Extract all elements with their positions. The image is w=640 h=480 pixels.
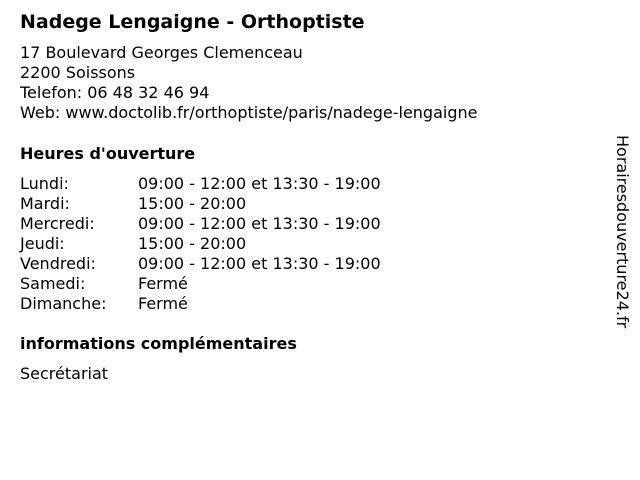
address-block (20, 43, 477, 123)
day-label: Samedi: (20, 274, 86, 293)
hours-value: 09:00 - 12:00 et 13:30 - 19:00 (138, 214, 381, 233)
opening-hours-heading: Heures d'ouverture (20, 144, 196, 163)
day-label: Dimanche: (20, 294, 107, 313)
additional-info-text: Secrétariat (20, 364, 109, 383)
additional-info-heading: informations complémentaires (20, 334, 297, 353)
day-label: Mardi: (20, 194, 70, 213)
hours-value: 09:00 - 12:00 et 13:30 - 19:00 (138, 174, 381, 193)
street-address: 17 Boulevard Georges Clemenceau (20, 43, 303, 62)
hours-value: 09:00 - 12:00 et 13:30 - 19:00 (138, 254, 381, 273)
site-watermark: Horairesdouverture24.fr (613, 135, 632, 329)
page-title: Nadege Lengaigne - Orthoptiste (20, 11, 365, 33)
day-label: Vendredi: (20, 254, 96, 273)
hours-value: Fermé (138, 294, 188, 313)
hours-value: 15:00 - 20:00 (138, 234, 247, 253)
website: Web: www.doctolib.fr/orthoptiste/paris/nadege-lengaigne (20, 103, 478, 122)
day-label: Lundi: (20, 174, 69, 193)
city: 2200 Soissons (20, 63, 136, 82)
hours-value: 15:00 - 20:00 (138, 194, 247, 213)
day-label: Jeudi: (20, 234, 65, 253)
hours-value: Fermé (138, 274, 188, 293)
day-label: Mercredi: (20, 214, 95, 233)
phone-number: Telefon: 06 48 32 46 94 (20, 83, 210, 102)
